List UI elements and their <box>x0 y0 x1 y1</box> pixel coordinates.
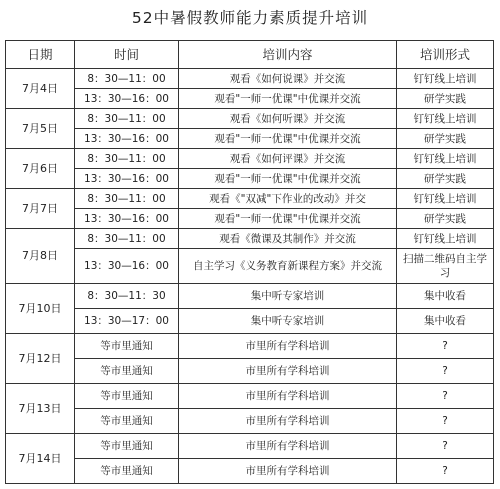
time-cell: 8：30—11：00 <box>75 149 179 169</box>
content-cell: 观看《如何评课》并交流 <box>179 149 397 169</box>
table-row <box>6 359 494 384</box>
time-cell: 13：30—16：00 <box>75 89 179 109</box>
content-cell: 自主学习《义务教育新课程方案》并交流 <box>179 249 397 284</box>
time-cell: 等市里通知 <box>75 359 179 384</box>
time-cell: 等市里通知 <box>75 334 179 359</box>
table-row <box>6 229 494 249</box>
table-header-row <box>6 41 494 69</box>
format-cell: 钉钉线上培训 <box>397 109 494 129</box>
table-row <box>6 284 494 309</box>
time-cell: 13：30—16：00 <box>75 169 179 189</box>
content-cell: 观看"一师一优课"中优课并交流 <box>179 169 397 189</box>
content-cell: 观看《"双减"下作业的改动》并交 <box>179 189 397 209</box>
time-cell: 8：30—11：30 <box>75 284 179 309</box>
table-row <box>6 209 494 229</box>
time-cell: 13：30—17：00 <box>75 309 179 334</box>
format-cell: ? <box>397 409 494 434</box>
time-cell: 等市里通知 <box>75 459 179 484</box>
time-cell: 8：30—11：00 <box>75 109 179 129</box>
content-cell: 观看"一师一优课"中优课并交流 <box>179 89 397 109</box>
format-cell: 钉钉线上培训 <box>397 69 494 89</box>
training-schedule-table <box>5 40 494 484</box>
table-row <box>6 109 494 129</box>
format-cell: 集中收看 <box>397 284 494 309</box>
format-cell: 研学实践 <box>397 89 494 109</box>
content-cell: 观看《微课及其制作》并交流 <box>179 229 397 249</box>
header-time: 时间 <box>75 41 179 69</box>
table-row <box>6 149 494 169</box>
format-cell: 钉钉线上培训 <box>397 149 494 169</box>
table-row <box>6 89 494 109</box>
format-cell: ? <box>397 384 494 409</box>
format-cell: ? <box>397 334 494 359</box>
content-cell: 市里所有学科培训 <box>179 409 397 434</box>
format-cell: 钉钉线上培训 <box>397 229 494 249</box>
format-cell: ? <box>397 359 494 384</box>
content-cell: 市里所有学科培训 <box>179 384 397 409</box>
format-cell: 钉钉线上培训 <box>397 189 494 209</box>
header-date: 日期 <box>6 41 75 69</box>
table-row <box>6 309 494 334</box>
content-cell: 观看《如何听课》并交流 <box>179 109 397 129</box>
time-cell: 等市里通知 <box>75 384 179 409</box>
date-cell: 7月12日 <box>6 334 75 384</box>
time-cell: 13：30—16：00 <box>75 209 179 229</box>
date-cell: 7月10日 <box>6 284 75 334</box>
format-cell: 研学实践 <box>397 209 494 229</box>
content-cell: 市里所有学科培训 <box>179 434 397 459</box>
table-row <box>6 189 494 209</box>
date-cell: 7月7日 <box>6 189 75 229</box>
table-row <box>6 334 494 359</box>
time-cell: 等市里通知 <box>75 434 179 459</box>
table-row <box>6 459 494 484</box>
page-title: 52中暑假教师能力素质提升培训 <box>131 9 369 27</box>
time-cell: 等市里通知 <box>75 409 179 434</box>
format-cell: 研学实践 <box>397 129 494 149</box>
content-cell: 市里所有学科培训 <box>179 334 397 359</box>
time-cell: 13：30—16：00 <box>75 249 179 284</box>
format-cell: 扫描二维码自主学习 <box>397 249 494 284</box>
format-cell: 集中收看 <box>397 309 494 334</box>
table-row <box>6 249 494 284</box>
table-row <box>6 434 494 459</box>
table-row <box>6 129 494 149</box>
table-row <box>6 409 494 434</box>
header-content: 培训内容 <box>179 41 397 69</box>
date-cell: 7月6日 <box>6 149 75 189</box>
time-cell: 8：30—11：00 <box>75 69 179 89</box>
format-cell: 研学实践 <box>397 169 494 189</box>
table-row <box>6 169 494 189</box>
time-cell: 13：30—16：00 <box>75 129 179 149</box>
content-cell: 市里所有学科培训 <box>179 459 397 484</box>
content-cell: 观看"一师一优课"中优课并交流 <box>179 209 397 229</box>
time-cell: 8：30—11：00 <box>75 189 179 209</box>
header-format: 培训形式 <box>397 41 494 69</box>
content-cell: 观看《如何说课》并交流 <box>179 69 397 89</box>
content-cell: 集中听专家培训 <box>179 309 397 334</box>
date-cell: 7月8日 <box>6 229 75 284</box>
date-cell: 7月13日 <box>6 384 75 434</box>
date-cell: 7月4日 <box>6 69 75 109</box>
time-cell: 8：30—11：00 <box>75 229 179 249</box>
table-row <box>6 69 494 89</box>
date-cell: 7月5日 <box>6 109 75 149</box>
table-row <box>6 384 494 409</box>
content-cell: 集中听专家培训 <box>179 284 397 309</box>
format-cell: ? <box>397 459 494 484</box>
content-cell: 市里所有学科培训 <box>179 359 397 384</box>
date-cell: 7月14日 <box>6 434 75 484</box>
format-cell: ? <box>397 434 494 459</box>
content-cell: 观看"一师一优课"中优课并交流 <box>179 129 397 149</box>
